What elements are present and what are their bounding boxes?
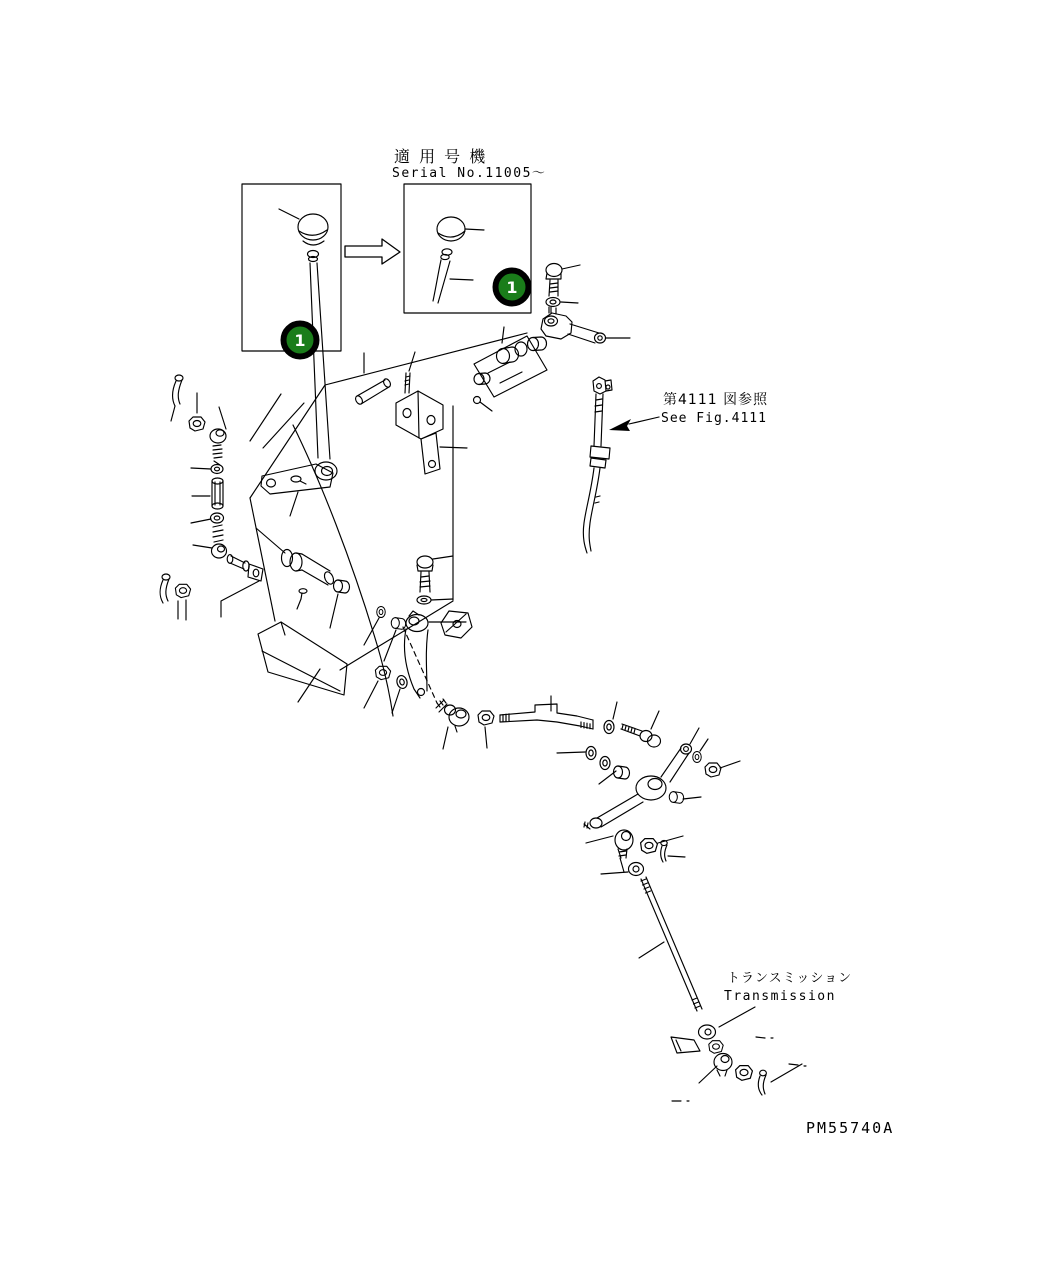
control-cable <box>583 377 659 553</box>
bolt-head <box>417 556 433 568</box>
reference-arrowhead <box>609 419 631 431</box>
spring-washer <box>546 298 560 307</box>
spacer-sleeve <box>212 481 223 506</box>
crank-lever-cluster <box>364 556 472 713</box>
leader-line <box>191 468 211 469</box>
transmission-label-jp: トランスミッション <box>727 971 853 986</box>
leader-line <box>443 727 487 749</box>
transmission-lever-cluster <box>671 1007 806 1101</box>
change-arrow <box>345 239 400 264</box>
see-fig-label-jp: 第4111 図参照 <box>663 392 769 408</box>
nut <box>189 417 205 431</box>
serial-number-label: Serial No.11005～ <box>392 166 547 181</box>
leader-line <box>480 402 492 411</box>
leader-line <box>683 797 701 799</box>
shift-knob-new <box>433 217 484 303</box>
leader-line <box>193 545 212 548</box>
washer <box>586 747 596 760</box>
applicability-label-jp: 適 用 号 機 <box>394 147 488 166</box>
callout-1-left-number: 1 <box>294 331 306 350</box>
transmission-lever <box>671 1037 700 1053</box>
frame-pins-brackets <box>354 352 467 474</box>
nut <box>709 1041 723 1054</box>
transmission-label-en: Transmission <box>724 989 836 1004</box>
shift-lever-assembly <box>261 462 337 516</box>
transmission-rod-assembly <box>586 830 702 1011</box>
leader-line <box>699 1007 802 1083</box>
lever-bolt-cluster <box>541 264 630 344</box>
linkage-rod-row <box>436 696 661 784</box>
leader-line <box>502 327 504 343</box>
leader-line <box>690 728 699 744</box>
washer <box>699 1025 716 1039</box>
washer <box>211 513 224 523</box>
nut <box>641 839 658 854</box>
washer <box>629 863 644 876</box>
nut <box>175 584 190 597</box>
nut <box>736 1066 753 1081</box>
washer <box>600 757 610 770</box>
leader-line <box>440 447 467 448</box>
transmission-rod <box>641 877 702 1011</box>
leader-line <box>178 600 186 620</box>
left-parts-column <box>160 375 263 620</box>
inset-boxes <box>242 184 531 351</box>
lever-arm-boss <box>541 313 572 339</box>
callout-1-right-number: 1 <box>506 278 518 297</box>
washer <box>604 721 614 734</box>
screw <box>299 589 307 594</box>
cross-shaft-cluster <box>256 528 406 661</box>
leader-line <box>601 872 628 874</box>
washer <box>377 606 386 617</box>
leader-line <box>364 681 400 713</box>
leader-line <box>639 942 664 958</box>
leader-line <box>330 594 338 628</box>
leader-line <box>297 599 301 609</box>
leader-line <box>221 581 259 617</box>
floor-plate <box>258 622 347 695</box>
bushing <box>614 766 630 779</box>
console-frame <box>250 333 527 716</box>
leader-line <box>279 209 299 219</box>
bolt-head <box>546 264 562 277</box>
stopper-bracket <box>441 611 472 638</box>
nut <box>478 711 494 725</box>
leader-line <box>465 229 484 230</box>
washer <box>211 465 223 474</box>
guide-plate-cluster <box>474 327 548 411</box>
washer <box>395 674 408 689</box>
leader-line <box>450 279 473 280</box>
drawing-number: PM55740A <box>806 1119 895 1137</box>
leader-line <box>290 492 298 516</box>
leader-line <box>651 711 659 729</box>
leader-line <box>562 265 580 269</box>
bushing <box>669 792 683 804</box>
leader-line <box>298 669 320 702</box>
leader-line <box>720 761 740 768</box>
connecting-rod <box>500 704 593 720</box>
cotter-pin <box>474 397 481 404</box>
leader-line <box>561 302 578 303</box>
centerline-marks <box>672 1037 806 1101</box>
leader-line <box>219 407 226 429</box>
washer <box>693 751 702 762</box>
nut <box>705 763 721 777</box>
leader-line <box>191 519 211 523</box>
leader-line <box>431 556 453 600</box>
leader-line <box>629 417 659 424</box>
labels <box>392 147 894 1137</box>
bushing <box>334 580 350 593</box>
leader-line <box>613 702 617 719</box>
strap-bracket <box>421 433 440 474</box>
leader-line <box>700 739 708 751</box>
see-fig-label-en: See Fig.4111 <box>661 411 767 426</box>
yoke <box>248 564 263 581</box>
spring <box>213 525 223 542</box>
bell-crank <box>584 728 740 829</box>
cotter-pin <box>760 1070 767 1076</box>
leader-line <box>586 836 685 857</box>
